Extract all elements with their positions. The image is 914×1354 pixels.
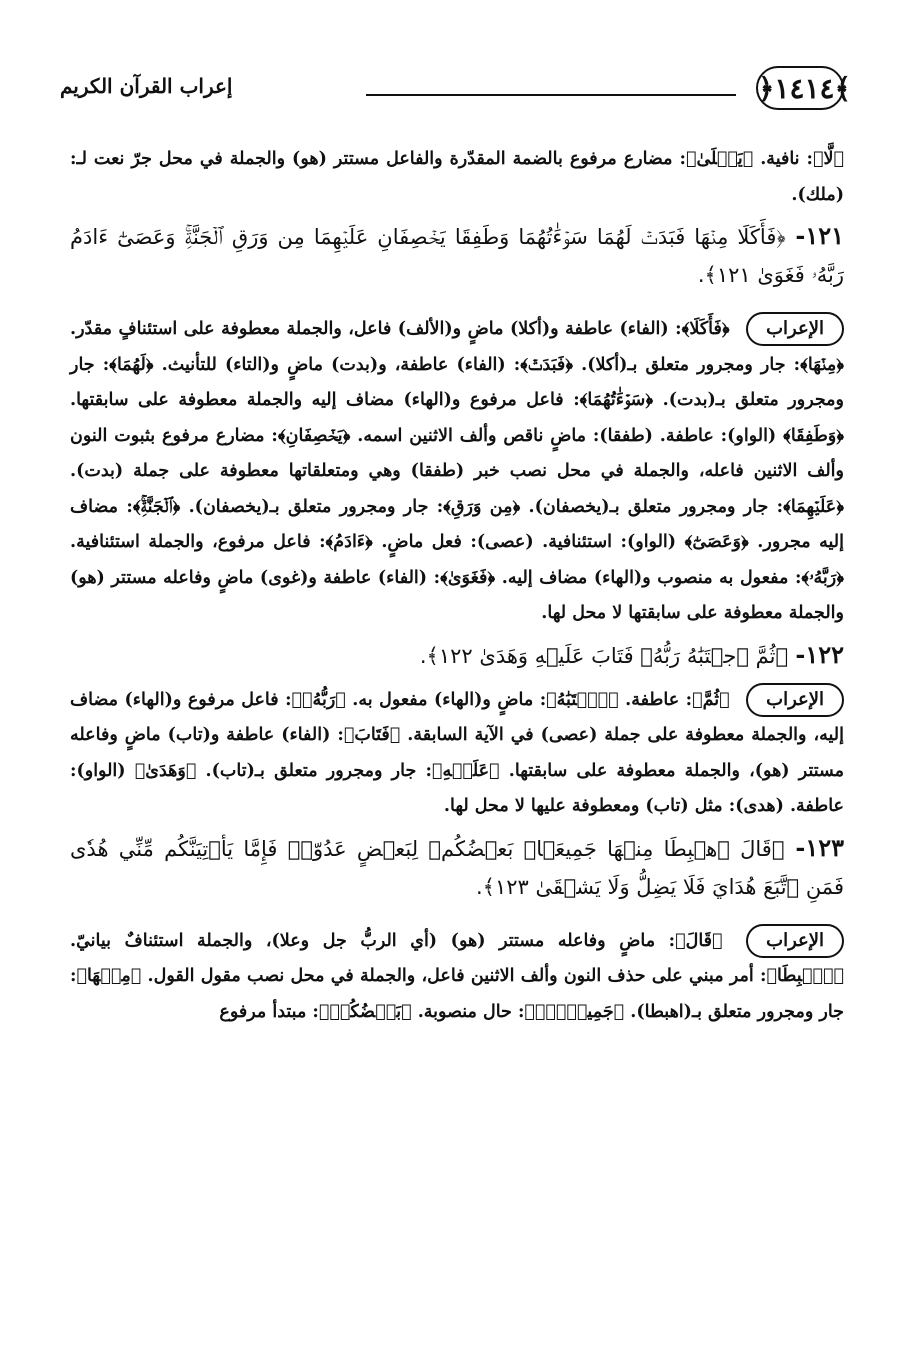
verse-number: ١٢١- bbox=[795, 221, 844, 250]
page-header bbox=[60, 62, 851, 118]
verse-121 bbox=[70, 217, 844, 294]
page-body bbox=[70, 142, 844, 1030]
verse-number: ١٢٢- bbox=[795, 639, 844, 669]
irab-badge: الإعراب bbox=[746, 312, 844, 346]
irab-text: ﴿فَأَكَلَا﴾: (الفاء) عاطفة و(أكلا) ماضٍ و(الألف) فاعل، والجملة معطوفة على استئنافٍ مقدّر. ﴿مِنۡهَا﴾: جار ومجرور متعلق بـ(أكلا). ﴿فَبَدَتۡ﴾: (الفاء) عاطفة، و(بدت) ماضٍ و(التاء) للتأنيث. ﴿لَهُمَا﴾: جار ومجرور متعلق بـ(بدت). ﴿سَوۡءَٰتُهُمَا﴾: فاعل مرفوع و(الهاء) مضاف إليه والجملة معطوفة على سابقتها. ﴿وَطَفِقَا﴾ (الواو): عاطفة. (طفقا): ماضٍ ناقص وألف الاثنين اسمه. ﴿يَخۡصِفَانِ﴾: مضارع مرفوع بثبوت النون وألف الاثنين فاعله، والجملة في محل نصب خبر (طفقا) وهي ومتعلقاتها معطوفة على جملة (بدت). ﴿عَلَيۡهِمَا﴾: جار ومجرور متعلق بـ(يخصفان). ﴿مِن وَرَقِ﴾: جار ومجرور متعلق بـ(يخصفان). ﴿ٱلۡجَنَّةِۚ﴾: مضاف إليه مجرور. ﴿وَعَصَىٰٓ﴾ (الواو): استئنافية. (عصى): فعل ماضٍ. ﴿ءَادَمُ﴾: فاعل مرفوع، والجملة استئنافية. ﴿رَبَّهُۥ﴾: مفعول به منصوب و(الهاء) مضاف إليه. ﴿فَغَوَىٰ﴾: (الفاء) عاطفة و(غوى) ماضٍ وفاعله مستتر (هو) والجملة معطوفة على سابقتها لا محل لها. bbox=[70, 319, 844, 623]
spacer bbox=[70, 302, 844, 312]
irab-text: ﴿قَالَ﴾: ماضٍ وفاعله مستتر (هو) (أي الربُّ جل وعلا)، والجملة استئنافٌ بيانيّ. ﴿ٱهۡبِطَا﴾: أمر مبني على حذف النون وألف الاثنين فاعل، والجملة في محل نصب مقول القول. ﴿مِنۡهَا﴾: جار ومجرور متعلق بـ(اهبطا). ﴿جَمِيعَۢاۖ﴾: حال منصوبة. ﴿بَعۡضُكُمۡ﴾: مبتدأ مرفوع bbox=[70, 930, 844, 1022]
irab-section-122 bbox=[70, 683, 844, 825]
book-title: إعراب القرآن الكريم bbox=[60, 74, 233, 98]
header-rule bbox=[366, 94, 736, 96]
irab-badge: الإعراب bbox=[746, 683, 844, 717]
paragraph-la-yabla bbox=[70, 142, 844, 213]
verse-text: ﴿ثُمَّ ٱجۡتَبَٰهُ رَبُّهُۥ فَتَابَ عَلَيۡهِ وَهَدَىٰ ١٢٢﴾. bbox=[419, 643, 789, 668]
paragraph-text: ﴿لَّا﴾: نافية. ﴿يَبۡلَىٰ﴾: مضارع مرفوع بالضمة المقدّرة والفاعل مستتر (هو) والجملة في محل جرّ نعت لـ: (ملك). bbox=[70, 149, 844, 205]
verse-text: ﴿فَأَكَلَا مِنۡهَا فَبَدَتۡ لَهُمَا سَوۡءَٰتُهُمَا وَطَفِقَا يَخۡصِفَانِ عَلَيۡهِمَا مِن وَرَقِ ٱلۡجَنَّةِۚ وَعَصَىٰٓ ءَادَمُ رَبَّهُۥ فَغَوَىٰ ١٢١﴾. bbox=[70, 225, 844, 287]
irab-text: ﴿ثُمَّ﴾: عاطفة. ﴿ٱجۡتَبَٰهُ﴾: ماضٍ و(الهاء) مفعول به. ﴿رَبُّهُۥ﴾: فاعل مرفوع و(الهاء) مضاف إليه، والجملة معطوفة على جملة (عصى) في الآية السابقة. ﴿فَتَابَ﴾: (الفاء) عاطفة و(تاب) ماضٍ وفاعله مستتر (هو)، والجملة معطوفة على سابقتها. ﴿عَلَيۡهِ﴾: جار ومجرور متعلق بـ(تاب). ﴿وَهَدَىٰ﴾ (الواو): عاطفة. (هدى): مثل (تاب) ومعطوفة عليها لا محل لها. bbox=[70, 689, 844, 816]
verse-number: ١٢٣- bbox=[795, 832, 845, 862]
irab-section-123 bbox=[70, 924, 844, 1031]
spacer bbox=[70, 914, 844, 924]
irab-badge: الإعراب bbox=[746, 924, 844, 958]
verse-text: ﴿قَالَ ٱهۡبِطَا مِنۡهَا جَمِيعَۢاۖ بَعۡضُكُمۡ لِبَعۡضٍ عَدُوّٞۖ فَإِمَّا يَأۡتِيَنَّكُم مِّنِّي هُدٗى فَمَنِ ٱتَّبَعَ هُدَايَ فَلَا يَضِلُّ وَلَا يَشۡقَىٰ ١٢٣﴾. bbox=[70, 836, 844, 899]
verse-123 bbox=[70, 829, 844, 906]
page-number: ﴿١٤١٤﴾ bbox=[756, 66, 844, 110]
verse-122 bbox=[70, 636, 844, 675]
irab-section-121 bbox=[70, 312, 844, 632]
